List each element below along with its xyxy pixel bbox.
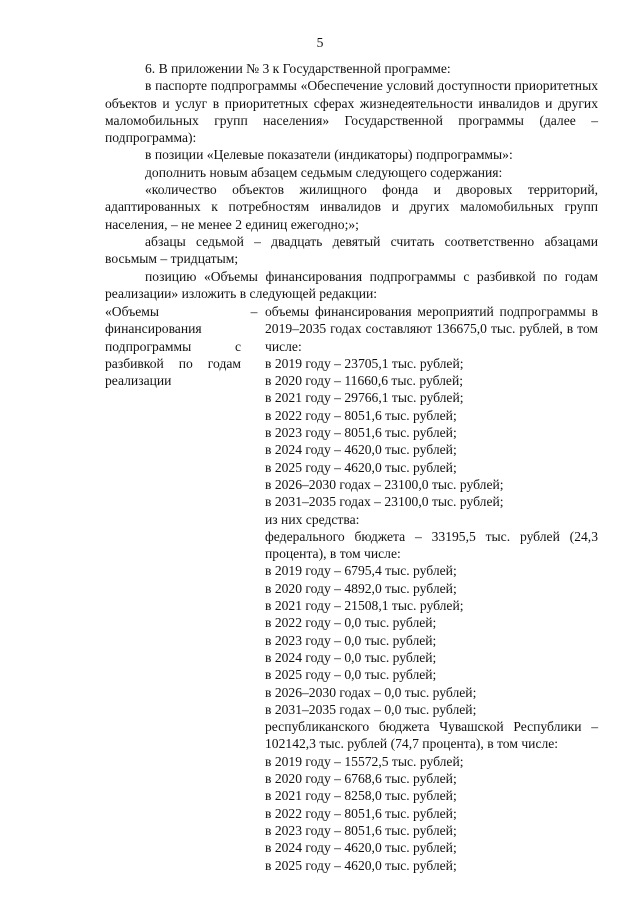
sources-intro: из них средства: [265,511,360,527]
total-year-line: в 2025 году – 4620,0 тыс. рублей; [265,459,457,475]
passport-dash: – [250,304,258,319]
total-financing-intro: объемы финансирования мероприятий подпрограммы в 2019–2035 годах составляют 136675,0 тыс. рублей, в том числе: [265,304,598,354]
federal-budget-intro: федерального бюджета – 33195,5 тыс. рублей (24,3 процента), в том числе: [265,528,598,562]
republic-year-line: в 2023 году – 8051,6 тыс. рублей; [265,822,457,838]
republic-year-line: в 2019 году – 15572,5 тыс. рублей; [265,753,464,769]
paragraph: в паспорте подпрограммы «Обеспечение условий доступности приоритетных объектов и услуг в приоритетных сферах жизнедеятельности инвалидов и других маломобильных групп населения» Государственной программы (далее – подпрограмма): [105,78,598,146]
total-year-line: в 2026–2030 годах – 23100,0 тыс. рублей; [265,476,504,492]
total-year-line: в 2022 году – 8051,6 тыс. рублей; [265,407,457,423]
federal-year-line: в 2024 году – 0,0 тыс. рублей; [265,649,437,665]
total-year-line: в 2020 году – 11660,6 тыс. рублей; [265,373,464,389]
paragraph: позицию «Объемы финансирования подпрограммы с разбивкой по годам реализации» изложить в следующей редакции: [105,268,598,301]
amendment-text [105,60,598,302]
federal-year-line: в 2023 году – 0,0 тыс. рублей; [265,632,437,648]
federal-year-line: в 2019 году – 6795,4 тыс. рублей; [265,563,457,579]
page-number: 5 [316,35,324,50]
republic-year-line: в 2024 году – 4620,0 тыс. рублей; [265,840,457,856]
federal-year-line: в 2022 году – 0,0 тыс. рублей; [265,615,437,631]
federal-year-line: в 2025 году – 0,0 тыс. рублей; [265,667,437,683]
paragraph: 6. В приложении № 3 к Государственной программе: [145,61,451,76]
paragraph: «количество объектов жилищного фонда и дворовых территорий, адаптированных к потребностям инвалидов и других маломобильных групп населения, – не менее 2 единиц ежегодно;»; [105,182,598,232]
republic-year-line: в 2025 году – 4620,0 тыс. рублей; [265,857,457,873]
federal-year-line: в 2021 году – 21508,1 тыс. рублей; [265,598,464,614]
republic-year-line: в 2022 году – 8051,6 тыс. рублей; [265,805,457,821]
federal-year-line: в 2026–2030 годах – 0,0 тыс. рублей; [265,684,477,700]
total-year-line: в 2021 году – 29766,1 тыс. рублей; [265,390,464,406]
paragraph: в позиции «Целевые показатели (индикаторы) подпрограммы»: [145,147,513,163]
total-year-line: в 2019 году – 23705,1 тыс. рублей; [265,355,464,371]
republic-budget-intro: республиканского бюджета Чувашской Республики – 102142,3 тыс. рублей (74,7 процента), в том числе: [265,719,598,752]
paragraph: дополнить новым абзацем седьмым следующего содержания: [145,164,503,180]
paragraph: абзацы седьмой – двадцать девятый считать соответственно абзацами восьмым – тридцатым; [105,233,598,267]
federal-year-line: в 2020 году – 4892,0 тыс. рублей; [265,580,457,596]
passport-value [265,303,598,874]
republic-year-line: в 2020 году – 6768,6 тыс. рублей; [265,771,457,787]
total-year-line: в 2023 году – 8051,6 тыс. рублей; [265,425,457,441]
passport-label: «Объемы финансирования подпрограммы с разбивкой по годам реализации [105,304,241,389]
total-year-line: в 2024 году – 4620,0 тыс. рублей; [265,442,457,458]
republic-year-line: в 2021 году – 8258,0 тыс. рублей; [265,788,457,804]
federal-year-line: в 2031–2035 годах – 0,0 тыс. рублей; [265,701,477,717]
total-year-line: в 2031–2035 годах – 23100,0 тыс. рублей; [265,494,504,510]
